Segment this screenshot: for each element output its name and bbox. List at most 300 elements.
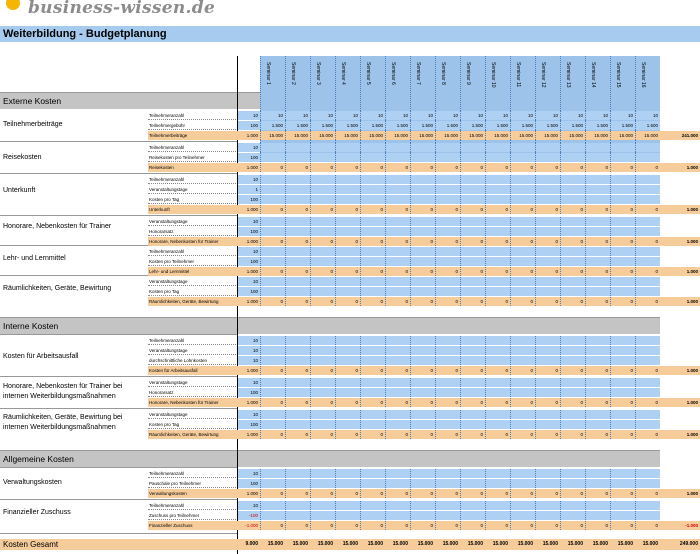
seminar-cell[interactable] xyxy=(560,336,585,345)
seminar-cell[interactable] xyxy=(635,227,660,236)
seminar-cell[interactable] xyxy=(335,287,360,296)
seminar-cell[interactable] xyxy=(385,175,410,184)
seminar-cell[interactable] xyxy=(385,153,410,162)
seminar-cell[interactable] xyxy=(360,469,385,478)
seminar-cell[interactable] xyxy=(385,346,410,355)
seminar-cell[interactable] xyxy=(635,185,660,194)
seminar-cell[interactable] xyxy=(635,356,660,365)
seminar-cell[interactable] xyxy=(560,287,585,296)
seminar-cell[interactable] xyxy=(285,388,310,397)
seminar-cell[interactable] xyxy=(635,336,660,345)
seminar-cell[interactable] xyxy=(460,356,485,365)
seminar-cell[interactable] xyxy=(435,388,460,397)
seminar-cell[interactable] xyxy=(460,378,485,387)
seminar-cell[interactable] xyxy=(585,195,610,204)
seminar-cell[interactable] xyxy=(435,287,460,296)
seminar-cell[interactable] xyxy=(535,501,560,510)
seminar-cell[interactable] xyxy=(385,217,410,226)
seminar-cell[interactable] xyxy=(535,185,560,194)
seminar-cell[interactable] xyxy=(435,195,460,204)
seminar-cell[interactable] xyxy=(485,346,510,355)
seminar-cell[interactable] xyxy=(485,336,510,345)
seminar-cell[interactable] xyxy=(560,185,585,194)
seminar-cell[interactable]: 1.500 xyxy=(260,121,285,130)
seminar-cell[interactable] xyxy=(435,336,460,345)
seminar-cell[interactable] xyxy=(485,175,510,184)
seminar-cell[interactable] xyxy=(285,257,310,266)
seminar-cell[interactable] xyxy=(410,217,435,226)
seminar-cell[interactable] xyxy=(610,501,635,510)
seminar-cell[interactable] xyxy=(385,469,410,478)
base-value-cell[interactable]: 10 xyxy=(238,356,260,365)
seminar-cell[interactable] xyxy=(610,185,635,194)
seminar-cell[interactable] xyxy=(285,378,310,387)
base-value-cell[interactable]: 10 xyxy=(238,410,260,419)
seminar-cell[interactable] xyxy=(310,388,335,397)
seminar-cell[interactable] xyxy=(285,356,310,365)
seminar-cell[interactable] xyxy=(585,217,610,226)
seminar-cell[interactable] xyxy=(360,153,385,162)
seminar-cell[interactable] xyxy=(460,195,485,204)
seminar-cell[interactable] xyxy=(535,247,560,256)
seminar-cell[interactable] xyxy=(435,356,460,365)
seminar-cell[interactable] xyxy=(385,479,410,488)
seminar-cell[interactable] xyxy=(435,479,460,488)
seminar-cell[interactable] xyxy=(635,479,660,488)
seminar-cell[interactable] xyxy=(385,277,410,286)
seminar-cell[interactable] xyxy=(335,501,360,510)
seminar-cell[interactable] xyxy=(385,287,410,296)
seminar-cell[interactable] xyxy=(260,420,285,429)
seminar-cell[interactable] xyxy=(510,277,535,286)
seminar-cell[interactable] xyxy=(535,195,560,204)
seminar-cell[interactable] xyxy=(560,479,585,488)
seminar-cell[interactable] xyxy=(610,217,635,226)
seminar-cell[interactable] xyxy=(610,511,635,520)
seminar-cell[interactable] xyxy=(360,227,385,236)
base-value-cell[interactable]: 1 xyxy=(238,185,260,194)
seminar-cell[interactable] xyxy=(410,195,435,204)
seminar-cell[interactable] xyxy=(610,336,635,345)
seminar-cell[interactable] xyxy=(585,257,610,266)
seminar-cell[interactable] xyxy=(485,217,510,226)
seminar-cell[interactable] xyxy=(485,257,510,266)
seminar-cell[interactable] xyxy=(535,356,560,365)
seminar-cell[interactable] xyxy=(335,195,360,204)
seminar-cell[interactable] xyxy=(610,247,635,256)
seminar-cell[interactable] xyxy=(360,185,385,194)
seminar-cell[interactable]: 1.500 xyxy=(485,121,510,130)
seminar-cell[interactable] xyxy=(485,247,510,256)
seminar-cell[interactable]: 10 xyxy=(585,111,610,120)
seminar-cell[interactable] xyxy=(285,185,310,194)
base-value-cell[interactable]: 10 xyxy=(238,247,260,256)
seminar-cell[interactable] xyxy=(410,378,435,387)
seminar-cell[interactable] xyxy=(310,195,335,204)
seminar-cell[interactable] xyxy=(535,143,560,152)
seminar-cell[interactable] xyxy=(460,217,485,226)
seminar-cell[interactable] xyxy=(535,479,560,488)
seminar-cell[interactable] xyxy=(410,287,435,296)
seminar-cell[interactable] xyxy=(360,356,385,365)
base-value-cell[interactable]: 100 xyxy=(238,388,260,397)
seminar-cell[interactable] xyxy=(560,346,585,355)
seminar-cell[interactable]: 10 xyxy=(385,111,410,120)
base-value-cell[interactable]: 100 xyxy=(238,479,260,488)
seminar-cell[interactable] xyxy=(610,153,635,162)
seminar-cell[interactable] xyxy=(585,378,610,387)
seminar-cell[interactable] xyxy=(335,336,360,345)
seminar-cell[interactable] xyxy=(535,511,560,520)
seminar-cell[interactable] xyxy=(510,185,535,194)
seminar-cell[interactable] xyxy=(635,287,660,296)
seminar-cell[interactable] xyxy=(410,175,435,184)
seminar-cell[interactable] xyxy=(385,501,410,510)
seminar-cell[interactable] xyxy=(635,277,660,286)
base-value-cell[interactable]: 10 xyxy=(238,501,260,510)
seminar-cell[interactable] xyxy=(535,217,560,226)
seminar-cell[interactable] xyxy=(585,479,610,488)
seminar-cell[interactable] xyxy=(410,356,435,365)
seminar-cell[interactable] xyxy=(310,257,335,266)
seminar-cell[interactable] xyxy=(535,410,560,419)
seminar-cell[interactable] xyxy=(285,227,310,236)
seminar-cell[interactable] xyxy=(360,277,385,286)
seminar-cell[interactable] xyxy=(435,277,460,286)
seminar-cell[interactable] xyxy=(260,227,285,236)
seminar-cell[interactable] xyxy=(260,388,285,397)
seminar-cell[interactable] xyxy=(360,287,385,296)
seminar-cell[interactable] xyxy=(460,247,485,256)
seminar-cell[interactable] xyxy=(260,185,285,194)
seminar-cell[interactable] xyxy=(360,143,385,152)
seminar-cell[interactable] xyxy=(610,227,635,236)
seminar-cell[interactable] xyxy=(635,410,660,419)
seminar-cell[interactable] xyxy=(310,336,335,345)
seminar-cell[interactable] xyxy=(285,247,310,256)
seminar-cell[interactable] xyxy=(385,511,410,520)
seminar-cell[interactable] xyxy=(510,420,535,429)
seminar-cell[interactable] xyxy=(560,217,585,226)
seminar-cell[interactable] xyxy=(435,185,460,194)
seminar-cell[interactable] xyxy=(285,143,310,152)
seminar-cell[interactable] xyxy=(460,287,485,296)
seminar-cell[interactable] xyxy=(360,346,385,355)
seminar-cell[interactable] xyxy=(260,257,285,266)
seminar-cell[interactable] xyxy=(460,175,485,184)
seminar-cell[interactable] xyxy=(460,153,485,162)
base-value-cell[interactable]: 100 xyxy=(238,420,260,429)
seminar-cell[interactable] xyxy=(285,195,310,204)
seminar-cell[interactable] xyxy=(585,356,610,365)
seminar-cell[interactable] xyxy=(560,195,585,204)
seminar-cell[interactable] xyxy=(460,143,485,152)
seminar-cell[interactable] xyxy=(285,420,310,429)
seminar-cell[interactable] xyxy=(460,336,485,345)
seminar-cell[interactable] xyxy=(485,501,510,510)
seminar-cell[interactable] xyxy=(610,356,635,365)
seminar-cell[interactable] xyxy=(510,479,535,488)
seminar-cell[interactable]: 1.500 xyxy=(460,121,485,130)
seminar-cell[interactable] xyxy=(510,287,535,296)
seminar-cell[interactable] xyxy=(285,336,310,345)
seminar-cell[interactable] xyxy=(585,501,610,510)
base-value-cell[interactable]: -100 xyxy=(238,511,260,520)
seminar-cell[interactable]: 10 xyxy=(310,111,335,120)
seminar-cell[interactable] xyxy=(510,247,535,256)
seminar-cell[interactable] xyxy=(485,356,510,365)
seminar-cell[interactable] xyxy=(610,143,635,152)
seminar-cell[interactable] xyxy=(335,257,360,266)
seminar-cell[interactable] xyxy=(310,356,335,365)
seminar-cell[interactable] xyxy=(285,153,310,162)
seminar-cell[interactable] xyxy=(385,356,410,365)
base-value-cell[interactable]: 10 xyxy=(238,277,260,286)
seminar-cell[interactable]: 1.500 xyxy=(435,121,460,130)
seminar-cell[interactable]: 1.500 xyxy=(510,121,535,130)
seminar-cell[interactable] xyxy=(585,175,610,184)
seminar-cell[interactable] xyxy=(335,175,360,184)
seminar-cell[interactable] xyxy=(385,410,410,419)
seminar-cell[interactable] xyxy=(635,143,660,152)
seminar-cell[interactable] xyxy=(560,247,585,256)
seminar-cell[interactable] xyxy=(610,346,635,355)
seminar-cell[interactable] xyxy=(285,469,310,478)
seminar-cell[interactable] xyxy=(560,420,585,429)
seminar-cell[interactable] xyxy=(485,143,510,152)
seminar-cell[interactable] xyxy=(435,257,460,266)
seminar-cell[interactable] xyxy=(460,410,485,419)
seminar-cell[interactable] xyxy=(435,420,460,429)
seminar-cell[interactable] xyxy=(410,143,435,152)
seminar-cell[interactable] xyxy=(285,410,310,419)
seminar-cell[interactable] xyxy=(410,257,435,266)
seminar-cell[interactable] xyxy=(310,479,335,488)
seminar-cell[interactable] xyxy=(535,388,560,397)
seminar-cell[interactable] xyxy=(360,511,385,520)
seminar-cell[interactable]: 10 xyxy=(560,111,585,120)
seminar-cell[interactable] xyxy=(385,247,410,256)
seminar-cell[interactable] xyxy=(535,175,560,184)
budget-grid[interactable] xyxy=(0,42,700,554)
seminar-cell[interactable] xyxy=(260,287,285,296)
seminar-cell[interactable] xyxy=(585,277,610,286)
seminar-cell[interactable] xyxy=(560,257,585,266)
seminar-cell[interactable] xyxy=(385,378,410,387)
seminar-cell[interactable] xyxy=(610,479,635,488)
seminar-cell[interactable] xyxy=(510,346,535,355)
seminar-cell[interactable] xyxy=(610,175,635,184)
seminar-cell[interactable] xyxy=(510,227,535,236)
seminar-cell[interactable] xyxy=(310,153,335,162)
seminar-cell[interactable] xyxy=(460,185,485,194)
seminar-cell[interactable] xyxy=(360,479,385,488)
seminar-cell[interactable] xyxy=(435,501,460,510)
seminar-cell[interactable] xyxy=(335,410,360,419)
seminar-cell[interactable] xyxy=(485,287,510,296)
seminar-cell[interactable] xyxy=(335,185,360,194)
seminar-cell[interactable]: 1.500 xyxy=(635,121,660,130)
seminar-cell[interactable] xyxy=(260,501,285,510)
seminar-cell[interactable] xyxy=(485,185,510,194)
base-value-cell[interactable]: 10 xyxy=(238,346,260,355)
seminar-cell[interactable] xyxy=(510,217,535,226)
seminar-cell[interactable] xyxy=(310,410,335,419)
seminar-cell[interactable] xyxy=(335,511,360,520)
seminar-cell[interactable] xyxy=(335,346,360,355)
seminar-cell[interactable]: 1.500 xyxy=(385,121,410,130)
base-value-cell[interactable]: 10 xyxy=(238,111,260,120)
seminar-cell[interactable] xyxy=(535,378,560,387)
seminar-cell[interactable] xyxy=(260,479,285,488)
seminar-cell[interactable] xyxy=(610,378,635,387)
seminar-cell[interactable]: 10 xyxy=(360,111,385,120)
seminar-cell[interactable] xyxy=(410,247,435,256)
seminar-cell[interactable] xyxy=(435,511,460,520)
seminar-cell[interactable] xyxy=(585,227,610,236)
seminar-cell[interactable] xyxy=(410,469,435,478)
seminar-cell[interactable]: 1.500 xyxy=(310,121,335,130)
seminar-cell[interactable]: 10 xyxy=(260,111,285,120)
seminar-cell[interactable] xyxy=(260,511,285,520)
seminar-cell[interactable] xyxy=(285,287,310,296)
seminar-cell[interactable]: 10 xyxy=(435,111,460,120)
seminar-cell[interactable] xyxy=(560,143,585,152)
seminar-cell[interactable] xyxy=(635,247,660,256)
seminar-cell[interactable] xyxy=(510,153,535,162)
seminar-cell[interactable] xyxy=(635,420,660,429)
seminar-cell[interactable] xyxy=(360,195,385,204)
seminar-cell[interactable] xyxy=(360,378,385,387)
seminar-cell[interactable] xyxy=(260,247,285,256)
seminar-cell[interactable] xyxy=(360,501,385,510)
seminar-cell[interactable]: 10 xyxy=(635,111,660,120)
seminar-cell[interactable] xyxy=(310,420,335,429)
seminar-cell[interactable] xyxy=(335,277,360,286)
seminar-cell[interactable] xyxy=(635,346,660,355)
seminar-cell[interactable]: 1.500 xyxy=(560,121,585,130)
seminar-cell[interactable] xyxy=(560,388,585,397)
seminar-cell[interactable] xyxy=(560,501,585,510)
seminar-cell[interactable] xyxy=(485,511,510,520)
seminar-cell[interactable] xyxy=(360,247,385,256)
seminar-cell[interactable] xyxy=(260,277,285,286)
base-value-cell[interactable]: 10 xyxy=(238,336,260,345)
seminar-cell[interactable] xyxy=(585,511,610,520)
seminar-cell[interactable] xyxy=(560,153,585,162)
base-value-cell[interactable]: 100 xyxy=(238,153,260,162)
seminar-cell[interactable] xyxy=(335,217,360,226)
seminar-cell[interactable] xyxy=(360,217,385,226)
seminar-cell[interactable] xyxy=(260,356,285,365)
seminar-cell[interactable] xyxy=(285,277,310,286)
seminar-cell[interactable] xyxy=(260,217,285,226)
seminar-cell[interactable] xyxy=(585,420,610,429)
seminar-cell[interactable] xyxy=(360,420,385,429)
seminar-cell[interactable] xyxy=(485,153,510,162)
seminar-cell[interactable] xyxy=(460,388,485,397)
seminar-cell[interactable] xyxy=(260,195,285,204)
seminar-cell[interactable] xyxy=(410,479,435,488)
seminar-cell[interactable]: 1.500 xyxy=(335,121,360,130)
seminar-cell[interactable] xyxy=(585,469,610,478)
seminar-cell[interactable] xyxy=(310,247,335,256)
seminar-cell[interactable] xyxy=(310,378,335,387)
seminar-cell[interactable] xyxy=(410,420,435,429)
seminar-cell[interactable] xyxy=(610,195,635,204)
seminar-cell[interactable] xyxy=(610,410,635,419)
seminar-cell[interactable] xyxy=(435,217,460,226)
seminar-cell[interactable] xyxy=(335,479,360,488)
seminar-cell[interactable] xyxy=(310,143,335,152)
seminar-cell[interactable] xyxy=(510,469,535,478)
seminar-cell[interactable] xyxy=(285,479,310,488)
seminar-cell[interactable] xyxy=(310,277,335,286)
seminar-cell[interactable] xyxy=(535,287,560,296)
seminar-cell[interactable] xyxy=(310,217,335,226)
seminar-cell[interactable] xyxy=(335,420,360,429)
base-value-cell[interactable]: 10 xyxy=(238,378,260,387)
seminar-cell[interactable] xyxy=(560,410,585,419)
seminar-cell[interactable] xyxy=(360,388,385,397)
seminar-cell[interactable] xyxy=(260,378,285,387)
seminar-cell[interactable] xyxy=(360,410,385,419)
base-value-cell[interactable]: 10 xyxy=(238,175,260,184)
seminar-cell[interactable] xyxy=(560,356,585,365)
seminar-cell[interactable] xyxy=(535,227,560,236)
seminar-cell[interactable] xyxy=(410,185,435,194)
base-value-cell[interactable]: 10 xyxy=(238,217,260,226)
seminar-cell[interactable] xyxy=(435,247,460,256)
base-value-cell[interactable]: 10 xyxy=(238,143,260,152)
seminar-cell[interactable] xyxy=(585,185,610,194)
seminar-cell[interactable] xyxy=(260,175,285,184)
seminar-cell[interactable]: 1.500 xyxy=(535,121,560,130)
seminar-cell[interactable] xyxy=(485,227,510,236)
seminar-cell[interactable] xyxy=(360,175,385,184)
seminar-cell[interactable] xyxy=(585,153,610,162)
seminar-cell[interactable] xyxy=(410,410,435,419)
seminar-cell[interactable] xyxy=(335,356,360,365)
seminar-cell[interactable]: 1.500 xyxy=(360,121,385,130)
seminar-cell[interactable] xyxy=(635,469,660,478)
seminar-cell[interactable] xyxy=(610,287,635,296)
seminar-cell[interactable]: 10 xyxy=(535,111,560,120)
seminar-cell[interactable] xyxy=(610,277,635,286)
seminar-cell[interactable] xyxy=(485,420,510,429)
seminar-cell[interactable] xyxy=(410,501,435,510)
seminar-cell[interactable] xyxy=(260,336,285,345)
seminar-cell[interactable] xyxy=(385,143,410,152)
seminar-cell[interactable] xyxy=(585,388,610,397)
seminar-cell[interactable] xyxy=(510,501,535,510)
seminar-cell[interactable] xyxy=(610,257,635,266)
seminar-cell[interactable] xyxy=(560,277,585,286)
seminar-cell[interactable] xyxy=(335,143,360,152)
seminar-cell[interactable] xyxy=(485,479,510,488)
seminar-cell[interactable] xyxy=(310,185,335,194)
seminar-cell[interactable] xyxy=(385,195,410,204)
seminar-cell[interactable] xyxy=(585,410,610,419)
base-value-cell[interactable]: 100 xyxy=(238,257,260,266)
seminar-cell[interactable] xyxy=(535,420,560,429)
seminar-cell[interactable] xyxy=(510,378,535,387)
seminar-cell[interactable] xyxy=(335,469,360,478)
seminar-cell[interactable] xyxy=(460,479,485,488)
seminar-cell[interactable] xyxy=(435,410,460,419)
seminar-cell[interactable] xyxy=(460,257,485,266)
seminar-cell[interactable] xyxy=(635,378,660,387)
